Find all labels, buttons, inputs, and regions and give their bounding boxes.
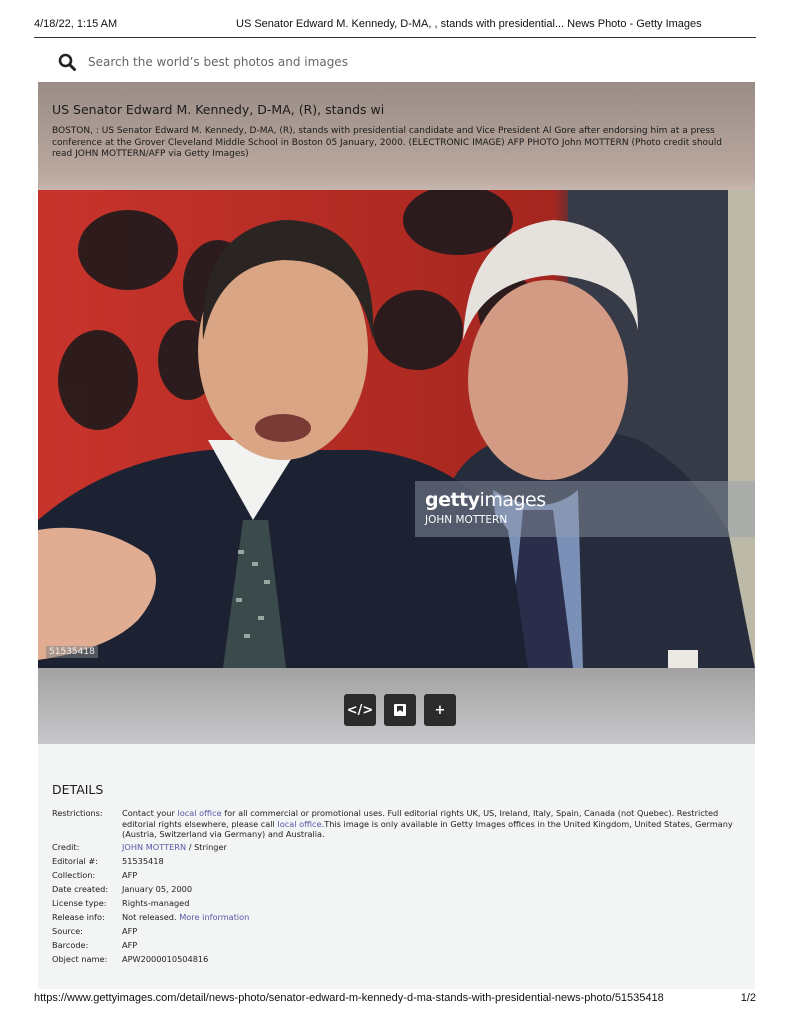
photographer-link[interactable]: JOHN MOTTERN xyxy=(122,842,187,852)
photo-title: US Senator Edward M. Kennedy, D-MA, (R), stands wi xyxy=(52,102,385,117)
getty-watermark xyxy=(415,481,755,537)
news-photo[interactable] xyxy=(38,190,755,668)
source-label: Source: xyxy=(52,926,83,936)
object-name-label: Object name: xyxy=(52,954,108,964)
photo-caption: BOSTON, : US Senator Edward M. Kennedy, D-MA, (R), stands with presidential candidate and Vice President Al Gore after endorsing him at a press conference at the Grover Cleveland Middle School in Boston 05 January, 2000. (ELECTRONIC IMAGE) AFP PHOTO John MOTTERN (Photo credit should read JOHN MOTTERN/AFP via Getty Images) xyxy=(52,126,722,159)
barcode-label: Barcode: xyxy=(52,940,89,950)
print-footer xyxy=(34,992,756,1006)
license-label: License type: xyxy=(52,898,107,908)
save-to-board-button[interactable] xyxy=(384,694,416,726)
credit-suffix: / Stringer xyxy=(186,842,227,852)
add-icon: + xyxy=(434,702,446,718)
local-office-link[interactable]: local office xyxy=(177,808,222,818)
release-label: Release info: xyxy=(52,912,105,922)
editorial-value: 51535418 xyxy=(122,856,164,866)
getty-logo: gettyimages xyxy=(425,489,546,511)
save-to-board-icon xyxy=(394,704,406,716)
collection-label: Collection: xyxy=(52,870,96,880)
restrictions-value: Contact your local office for all commercial or promotional uses. Full editorial rights UK, US, Ireland, Italy, Spain, Canada (not Quebec). Restricted editorial rights elsewhere, please call local office.This image is only available in Getty Images offices in the United Kingdom, United States, Germany (Austria, Switzerland via Germany) and Australia. xyxy=(122,808,733,839)
hero-panel xyxy=(38,82,755,744)
embed-icon: </> xyxy=(346,702,374,718)
date-created-label: Date created: xyxy=(52,884,109,894)
print-url: https://www.gettyimages.com/detail/news-photo/senator-edward-m-kennedy-d-ma-stands-with-presidential-news-photo/51535418 xyxy=(34,992,664,1004)
search-bar[interactable] xyxy=(58,48,738,76)
license-link[interactable]: Rights-managed xyxy=(122,898,190,908)
details-heading: DETAILS xyxy=(52,782,104,797)
object-name-value: APW2000010504816 xyxy=(122,954,209,964)
release-value: Not released. xyxy=(122,912,180,922)
print-header xyxy=(34,16,756,38)
restrictions-label: Restrictions: xyxy=(52,808,103,818)
search-icon[interactable] xyxy=(58,53,76,71)
search-input[interactable] xyxy=(88,51,488,73)
photo-illustration xyxy=(38,190,755,668)
details-section xyxy=(38,744,755,989)
editorial-label: Editorial #: xyxy=(52,856,99,866)
print-date: 4/18/22, 1:15 AM xyxy=(34,18,118,30)
date-created-value: January 05, 2000 xyxy=(122,884,193,894)
collection-value: AFP xyxy=(122,870,138,880)
photo-id-badge: 51535418 xyxy=(46,646,98,658)
local-office-link-2[interactable]: local office xyxy=(277,818,322,829)
credit-label: Credit: xyxy=(52,842,80,852)
print-document-title: US Senator Edward M. Kennedy, D-MA, , stands with presidential... News Photo - Getty Images xyxy=(236,18,702,30)
add-to-board-button[interactable] xyxy=(424,694,456,726)
barcode-value: AFP xyxy=(122,940,138,950)
more-information-link[interactable]: More information xyxy=(179,912,250,922)
watermark-photographer: JOHN MOTTERN xyxy=(425,514,508,526)
print-page-number: 1/2 xyxy=(740,992,756,1004)
source-value: AFP xyxy=(122,926,138,936)
embed-button[interactable] xyxy=(344,694,376,726)
